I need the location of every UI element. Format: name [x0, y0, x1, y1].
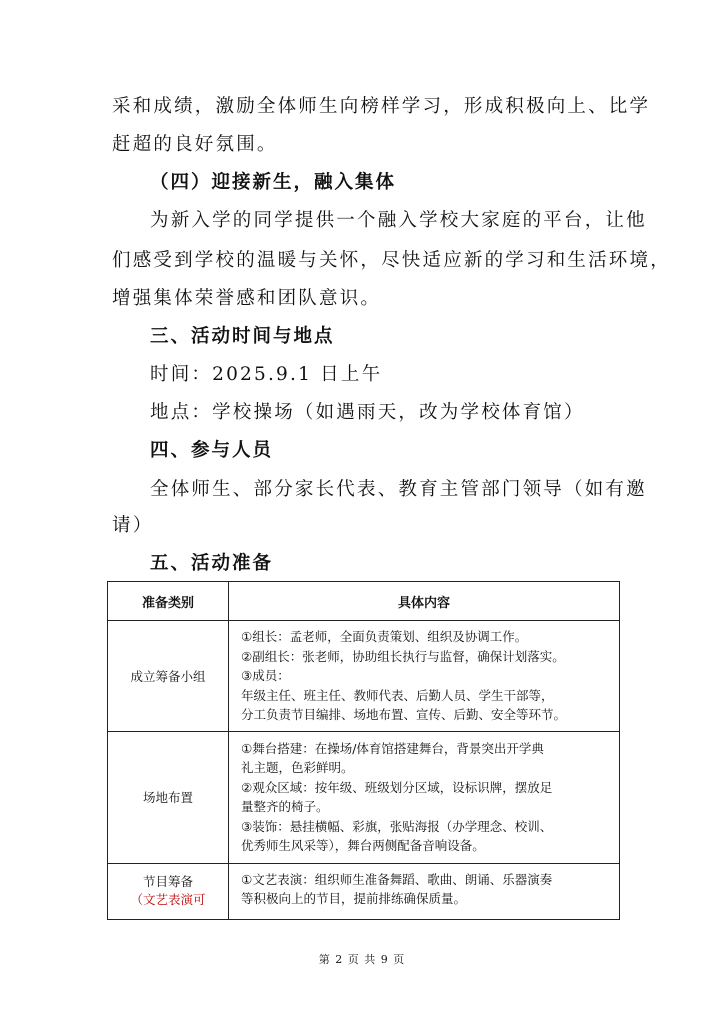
preparation-table: [107, 581, 620, 920]
content-line: 分工负责节目编排、场地布置、宣传、后勤、安全等环节。: [241, 707, 567, 722]
table-cell-content: [229, 863, 620, 919]
content-line: ②副组长：张老师，协助组长执行与监督，确保计划落实。: [241, 648, 565, 664]
table-cell-content: [229, 621, 620, 732]
content-line: 量整齐的椅子。: [241, 799, 329, 814]
content-line: ②观众区域：按年级、班级划分区域，设标识牌，摆放足: [241, 779, 553, 795]
table-header-category: 准备类别: [108, 582, 229, 621]
section-title-5: 五、活动准备: [150, 553, 274, 574]
table-row: [108, 863, 620, 919]
table-row: [108, 621, 620, 732]
table-cell-category: 成立筹备小组: [108, 621, 229, 732]
page-footer: 第 2 页 共 9 页: [318, 953, 406, 966]
body-text-line: 采和成绩，激励全体师生向榜样学习，形成积极向上、比学: [112, 96, 651, 117]
content-line: ③成员：: [241, 668, 290, 683]
place-line: 地点：学校操场（如遇雨天，改为学校体育馆）: [150, 402, 585, 423]
body-text-line: 赶超的良好氛围。: [112, 134, 278, 155]
body-text-line: 请）: [112, 515, 154, 536]
time-line: 时间：2025.9.1 日上午: [150, 364, 383, 385]
content-line: 等积极向上的节目，提前排练确保质量。: [241, 891, 467, 906]
content-line: ①舞台搭建：在操场/体育馆搭建舞台，背景突出开学典: [241, 740, 544, 756]
body-text-line: 全体师生、部分家长代表、教育主管部门领导（如有邀: [150, 479, 647, 500]
content-line: ③装饰：悬挂横幅、彩旗，张贴海报（办学理念、校训、: [241, 818, 553, 834]
category-note: （文艺表演可: [130, 891, 206, 907]
body-text-line: 为新入学的同学提供一个融入学校大家庭的平台，让他: [150, 210, 647, 231]
content-line: 优秀师生风采等），舞台两侧配备音响设备。: [241, 838, 485, 853]
table-header-content: 具体内容: [229, 582, 620, 621]
section-title-3: 三、活动时间与地点: [150, 326, 335, 347]
category-label: 节目筹备: [142, 873, 193, 889]
content-line: 礼主题，色彩鲜明。: [241, 760, 354, 775]
section-title-4: 四、参与人员: [150, 440, 274, 461]
subheading-4: （四）迎接新生，融入集体: [150, 172, 397, 193]
content-line: ①组长：孟老师，全面负责策划、组织及协调工作。: [241, 629, 528, 644]
table-cell-category: [108, 863, 229, 919]
table-cell-category: 场地布置: [108, 731, 229, 863]
table-header-row: [108, 582, 620, 621]
table-row: [108, 731, 620, 863]
table-cell-content: [229, 731, 620, 863]
body-text-line: 增强集体荣誉感和团队意识。: [112, 288, 382, 309]
content-line: 年级主任、班主任、教师代表、后勤人员、学生干部等，: [241, 687, 554, 703]
body-text-line: 们感受到学校的温暖与关怀，尽快适应新的学习和生活环境，: [112, 250, 671, 271]
content-line: ①文艺表演：组织师生准备舞蹈、歌曲、朗诵、乐器演奏: [241, 871, 553, 887]
